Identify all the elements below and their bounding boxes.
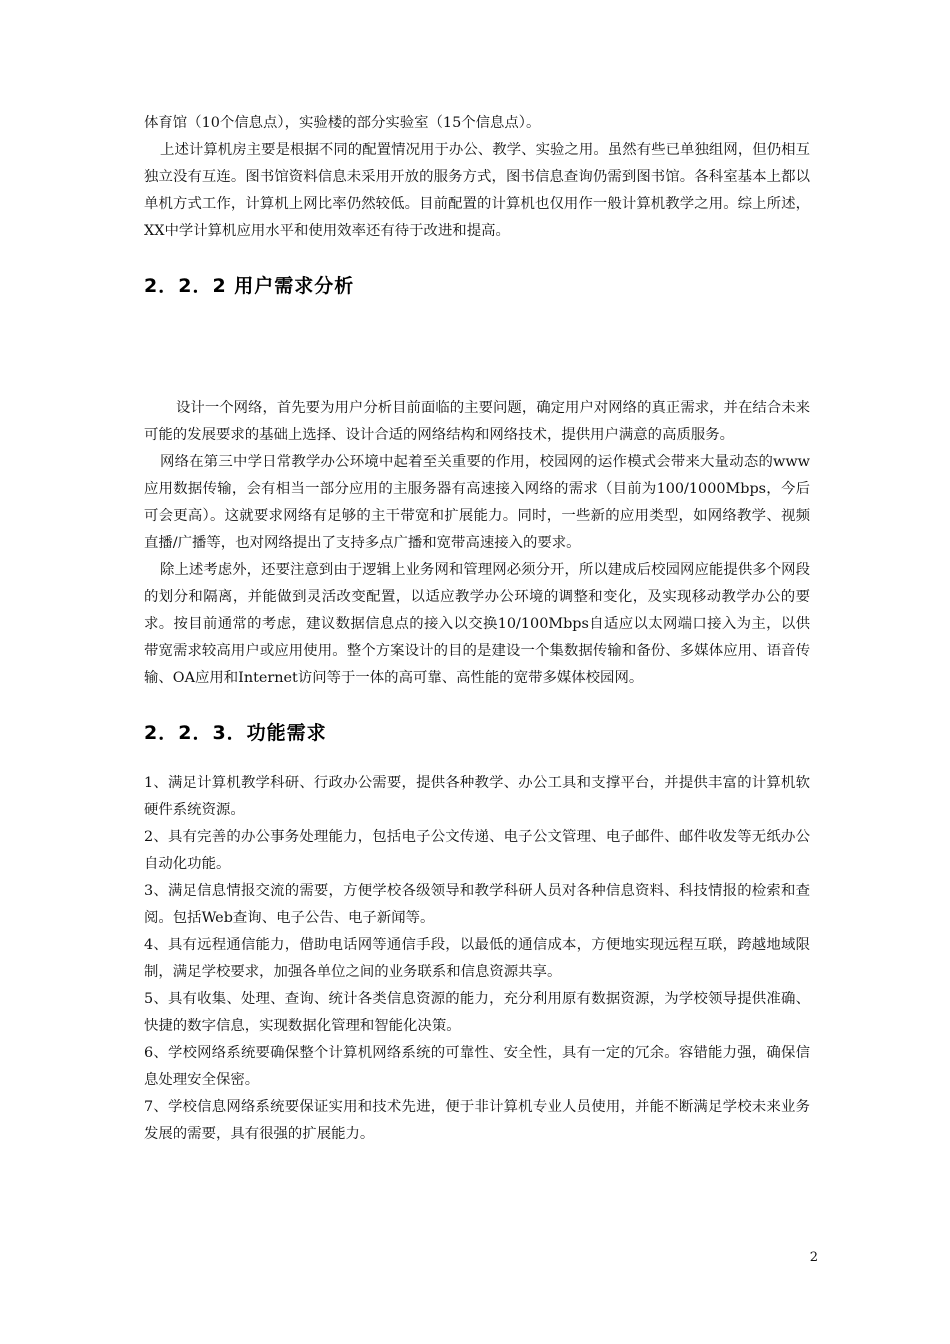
intro-paragraph: 上述计算机房主要是根据不同的配置情况用于办公、教学、实验之用。虽然有些已单独组网，但仍相互独立没有互连。图书馆资料信息未采用开放的服务方式，图书信息查询仍需到图书馆。各科室基本上都以单机方式工作，计算机上网比率仍然较低。目前配置的计算机也仅用作一般计算机教学之用。综上所述，XX中学计算机应用水平和使用效率还有待于改进和提高。 (144, 142, 810, 239)
list-item: 5、具有收集、处理、查询、统计各类信息资源的能力，充分利用原有数据资源，为学校领导提供准确、快捷的数字信息，实现数据化管理和智能化决策。 (144, 991, 810, 1034)
user-requirements-paragraph-1: 设计一个网络，首先要为用户分析目前面临的主要问题，确定用户对网络的真正需求，并在结合未来可能的发展要求的基础上选择、设计合适的网络结构和网络技术，提供用户满意的高质服务。 (144, 400, 810, 443)
list-item: 2、具有完善的办公事务处理能力，包括电子公文传递、电子公文管理、电子邮件、邮件收发等无纸办公自动化功能。 (144, 829, 810, 872)
list-item: 3、满足信息情报交流的需要，方便学校各级领导和教学科研人员对各种信息资料、科技情报的检索和查阅。包括Web查询、电子公告、电子新闻等。 (144, 883, 810, 926)
section-heading-wrap (144, 271, 810, 301)
section-heading-functional-requirements: 2．2．3．功能需求 (144, 722, 327, 744)
section-heading-wrap (144, 718, 810, 748)
user-requirements-paragraph-2: 网络在第三中学日常教学办公环境中起着至关重要的作用，校园网的运作模式会带来大量动态的www应用数据传输，会有相当一部分应用的主服务器有高速接入网络的需求（目前为100/1000Mbps，今后可会更高）。这就要求网络有足够的主干带宽和扩展能力。同时，一些新的应用类型，如网络教学、视频直播/广播等，也对网络提出了支持多点广播和宽带高速接入的要求。 (144, 454, 810, 551)
page-content (144, 110, 810, 1148)
intro-line: 体育馆（10个信息点），实验楼的部分实验室（15个信息点）。 (144, 115, 541, 131)
user-requirements-paragraph-3: 除上述考虑外，还要注意到由于逻辑上业务网和管理网必须分开，所以建成后校园网应能提供多个网段的划分和隔离，并能做到灵活改变配置，以适应教学办公环境的调整和变化，及实现移动教学办公的要求。按目前通常的考虑，建议数据信息点的接入以交换10/100Mbps自适应以太网端口接入为主，以供带宽需求较高用户或应用使用。整个方案设计的目的是建设一个集数据传输和备份、多媒体应用、语音传输、OA应用和Internet访问等于一体的高可靠、高性能的宽带多媒体校园网。 (144, 562, 810, 686)
list-item: 6、学校网络系统要确保整个计算机网络系统的可靠性、安全性，具有一定的冗余。容错能力强，确保信息处理安全保密。 (144, 1045, 810, 1088)
section-heading-user-requirements: 2．2．2 用户需求分析 (144, 275, 355, 297)
functional-requirements-list (144, 770, 810, 1148)
list-item: 1、满足计算机教学科研、行政办公需要，提供各种教学、办公工具和支撑平台，并提供丰富的计算机软硬件系统资源。 (144, 775, 810, 818)
list-item: 7、学校信息网络系统要保证实用和技术先进，便于非计算机专业人员使用，并能不断满足学校未来业务发展的需要，具有很强的扩展能力。 (144, 1099, 810, 1142)
list-item: 4、具有远程通信能力，借助电话网等通信手段，以最低的通信成本，方便地实现远程互联，跨越地域限制，满足学校要求，加强各单位之间的业务联系和信息资源共享。 (144, 937, 810, 980)
page-number: 2 (809, 1250, 818, 1265)
